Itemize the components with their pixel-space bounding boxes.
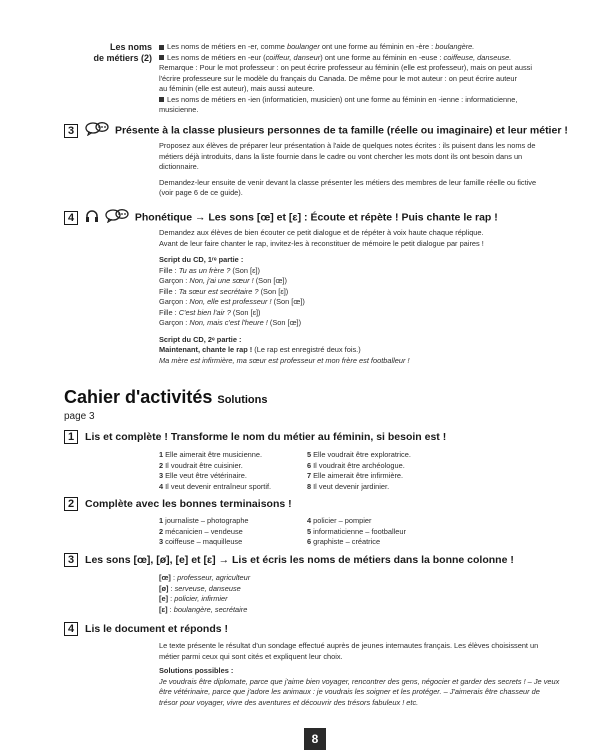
answer-item (159, 584, 250, 595)
item-number: 8 (307, 481, 312, 491)
speech-bubbles-icon (105, 209, 129, 226)
dialogue-list (159, 266, 559, 329)
answer-item (159, 461, 307, 472)
exercise-number: 3 (64, 553, 78, 567)
dialogue-line (159, 276, 559, 287)
sound-label: [ɛ] (159, 604, 168, 614)
exercise-number: 2 (64, 497, 78, 511)
answer-item (159, 482, 307, 493)
separator: : (167, 604, 174, 614)
item-number: 1 (159, 516, 164, 525)
speaker: Fille : (159, 286, 179, 296)
cahier-exercise-2-heading (64, 497, 292, 511)
sound-label: [œ] (159, 573, 171, 582)
section-label-line2: de métiers (2) (93, 53, 152, 63)
speaker: Garçon : (159, 318, 190, 327)
dialogue-line (159, 266, 559, 277)
exercise-title: Phonétique → Les sons [œ] et [ɛ] : Écoute et répète ! Puis chante le rap ! (134, 211, 498, 224)
dialogue-line (159, 297, 559, 308)
bullet-item: Les noms de métiers en -ien (informaticien, musicien) ont une forme au féminin en -ienne : informaticienne, (159, 95, 559, 106)
item-text: Elle aimerait être musicienne. (165, 450, 263, 459)
script-title: Script du CD, 1ʳᵉ partie : (159, 255, 244, 264)
cahier-exercise-3-heading (64, 553, 514, 567)
sound-label: [ø] (159, 583, 169, 593)
cahier-exercise-4-heading (64, 622, 228, 636)
bullet-item: Les noms de métiers en -er, comme boulanger ont une forme au féminin en -ère : boulangère. (159, 42, 559, 53)
item-number: 2 (159, 526, 164, 536)
item-text: Il veut devenir jardinier. (313, 481, 390, 491)
speaker: Garçon : (159, 276, 190, 285)
speaker: Fille : (159, 307, 179, 317)
line-text: Ta sœur est secrétaire ? (178, 286, 259, 296)
item-number: 4 (307, 516, 312, 525)
sound-note: (Son [œ]) (267, 318, 302, 327)
item-number: 7 (307, 471, 312, 480)
answer-item (159, 537, 307, 548)
dialogue-line (159, 287, 559, 298)
sound-note: (Son [ɛ]) (230, 307, 261, 317)
answer-item (159, 516, 307, 527)
speech-bubbles-icon (85, 122, 109, 139)
exercise-title: Lis le document et réponds ! (85, 622, 228, 635)
answer-item (307, 461, 487, 472)
exercise-title: Lis et complète ! Transforme le nom du métier au féminin, si besoin est ! (85, 430, 447, 443)
sound-label: [e] (159, 594, 169, 603)
sound-note: (Son [ɛ]) (230, 265, 261, 275)
answer-item (159, 527, 307, 538)
rap-instruction: Maintenant, chante le rap ! (Le rap est enregistré deux fois.) (159, 345, 361, 354)
speaker: Fille : (159, 265, 179, 275)
answer-item (307, 482, 487, 493)
answer-item (307, 471, 487, 482)
item-number: 6 (307, 460, 312, 470)
cahier-exercise-1-heading (64, 430, 446, 444)
bullet-icon (159, 55, 164, 60)
sound-note: (Son [ɛ]) (258, 286, 289, 296)
item-text: Elle voudrait être exploratrice. (313, 450, 411, 459)
item-text: policier, infirmier (174, 594, 228, 603)
dialogue-line (159, 318, 559, 329)
remark-line: Remarque : Pour le mot professeur : on peut écrire professeur au féminin (elle est professeur), mais on peut aussi (159, 63, 532, 72)
page-reference: page 3 (64, 411, 95, 422)
section-label-line1: Les noms (109, 42, 152, 52)
separator: : (168, 594, 175, 603)
item-text: serveuse, danseuse (174, 583, 241, 593)
sound-note: (Son [œ]) (253, 276, 287, 285)
exercise-title: Complète avec les bonnes terminaisons ! (85, 497, 292, 510)
answer-item (307, 450, 487, 461)
item-text: Il voudrait être cuisinier. (165, 460, 243, 470)
bullet-item: Les noms de métiers en -eur (coiffeur, danseur) ont une forme au féminin en -euse : coiffeuse, danseuse. (159, 53, 559, 64)
item-number: 5 (307, 450, 312, 459)
sound-note: (Son [œ]) (271, 297, 305, 306)
line-text: C'est bien l'air ? (178, 307, 231, 317)
item-text: journaliste – photographe (165, 516, 249, 525)
rap-lyrics: Ma mère est infirmière, ma sœur est professeur et mon frère est footballeur ! (159, 355, 410, 365)
item-number: 3 (159, 537, 164, 546)
item-text: professeur, agriculteur (177, 573, 251, 582)
item-number: 4 (159, 481, 164, 491)
answer-item (307, 516, 487, 527)
item-number: 3 (159, 471, 164, 480)
bullet-icon (159, 45, 164, 50)
item-text: Elle veut être vétérinaire. (165, 471, 247, 480)
item-number: 6 (307, 537, 312, 546)
dialogue-line (159, 308, 559, 319)
item-number: 5 (307, 526, 312, 536)
headphones-icon (85, 209, 99, 226)
speaker: Garçon : (159, 297, 190, 306)
exercise-number: 4 (64, 622, 78, 636)
line-text: Non, j'ai une sœur ! (189, 276, 254, 285)
exercise-number: 4 (64, 211, 78, 225)
separator: : (168, 583, 175, 593)
answer-item (159, 471, 307, 482)
remark-line: au féminin (elle est auteur), mais aussi auteure. (159, 84, 315, 93)
item-text: mécanicien – vendeuse (165, 526, 243, 536)
answer-item (159, 573, 250, 584)
bullet-item-cont: musicienne. (159, 105, 199, 114)
exercise-3-heading (64, 122, 568, 139)
item-number: 1 (159, 450, 164, 459)
cahier-exercise-2-answers (159, 516, 487, 548)
cahier-exercise-3-answers (159, 573, 250, 615)
exercise-title: Les sons [œ], [ø], [e] et [ɛ] → Lis et écris les noms de métiers dans la bonne colonne ! (85, 553, 514, 566)
line-text: Non, mais c'est l'heure ! (189, 318, 268, 327)
separator: : (170, 573, 178, 582)
exercise-3-body: Proposez aux élèves de préparer leur présentation à l'aide de quelques notes écrites : ils puisent dans les noms de métiers déjà introduits, dans la liste fournie dans le cadre ou vont chercher les mots dont ils ont besoin dans un dictionnaire. Demandez-leur ensuite de venir devant la classe présenter les métiers des membres de leur famille réelle ou fictive (voir page 6 de ce guide). (159, 141, 537, 197)
line-text: Non, elle est professeur ! (189, 297, 272, 306)
section-label (60, 42, 152, 64)
line-text: Tu as un frère ? (178, 265, 231, 275)
item-text: boulangère, secrétaire (173, 604, 248, 614)
remark-line: l'écrire professeure sur le modèle du français du Canada. De même pour le mot auteur : on peut écrire auteur (159, 73, 517, 83)
item-number: 2 (159, 460, 164, 470)
item-text: Il veut devenir entraîneur sportif. (165, 481, 272, 491)
exercise-4-body: Demandez aux élèves de bien écouter ce petit dialogue et de répéter à voix haute chaque réplique. Avant de leur faire chanter le rap, invitez-les à reconstituer de mémoire le petit dialogue par paires ! Script du CD, 1ʳᵉ partie : Fille : Tu as un frère ? (Son [ɛ]) Garçon : Non, j'ai une sœur ! (Son [œ]) Fille : Ta sœur est secrétaire ? (Son [ɛ]) Garçon : Non, elle est professeur ! (Son [œ]) Fille : C'est bien l'air ? (Son [ɛ]) Garçon : Non, mais c'est l'heure ! (Son [œ]) Script du CD, 2ᵉ partie : Maintenant, chante le rap ! (Le rap est enregistré deux fois.) Ma mère est infirmière, ma sœur est professeur et mon frère est footballeur ! (159, 228, 559, 366)
cahier-exercise-1-answers (159, 450, 487, 492)
exercise-number: 3 (64, 124, 78, 138)
item-text: Elle aimerait être infirmière. (313, 471, 404, 480)
page-number: 8 (304, 728, 326, 750)
answer-item (159, 450, 307, 461)
item-text: informaticienne – footballeur (313, 526, 406, 536)
answer-item (159, 594, 250, 605)
cahier-exercise-4-body: Le texte présente le résultat d'un sondage effectué auprès de jeunes internautes français. Les élèves choisissent un métier parmi ceux qui sont cités et expliquent leur choix. Solutions possibles : Je voudrais être diplomate, parce que j'aime bien voyager, rencontrer des gens, négocier et garder des secrets ! – Je veux être vétérinaire, parce que j'adore les animaux : je voudrais les soigner et les protéger. – J'aimerais être chasseur de trésor pour voyager, vivre des aventures et découvrir des trésors fabuleux ! etc. (159, 641, 560, 707)
exercise-number: 1 (64, 430, 78, 444)
bullet-icon (159, 97, 164, 102)
answer-item (307, 537, 487, 548)
script-title: Script du CD, 2ᵉ partie : (159, 334, 242, 344)
answer-item (159, 605, 250, 616)
answer-item (307, 527, 487, 538)
exercise-title: Présente à la classe plusieurs personnes de ta famille (réelle ou imaginaire) et leur métier ! (114, 124, 568, 137)
exercise-4-heading (64, 209, 498, 226)
item-text: policier – pompier (313, 516, 372, 525)
noms-metiers-block (159, 42, 559, 116)
item-text: Il voudrait être archéologue. (313, 460, 405, 470)
item-text: graphiste – créatrice (313, 537, 381, 546)
item-text: coiffeuse – maquilleuse (165, 537, 243, 546)
section-title: Cahier d'activités Solutions (64, 387, 268, 407)
